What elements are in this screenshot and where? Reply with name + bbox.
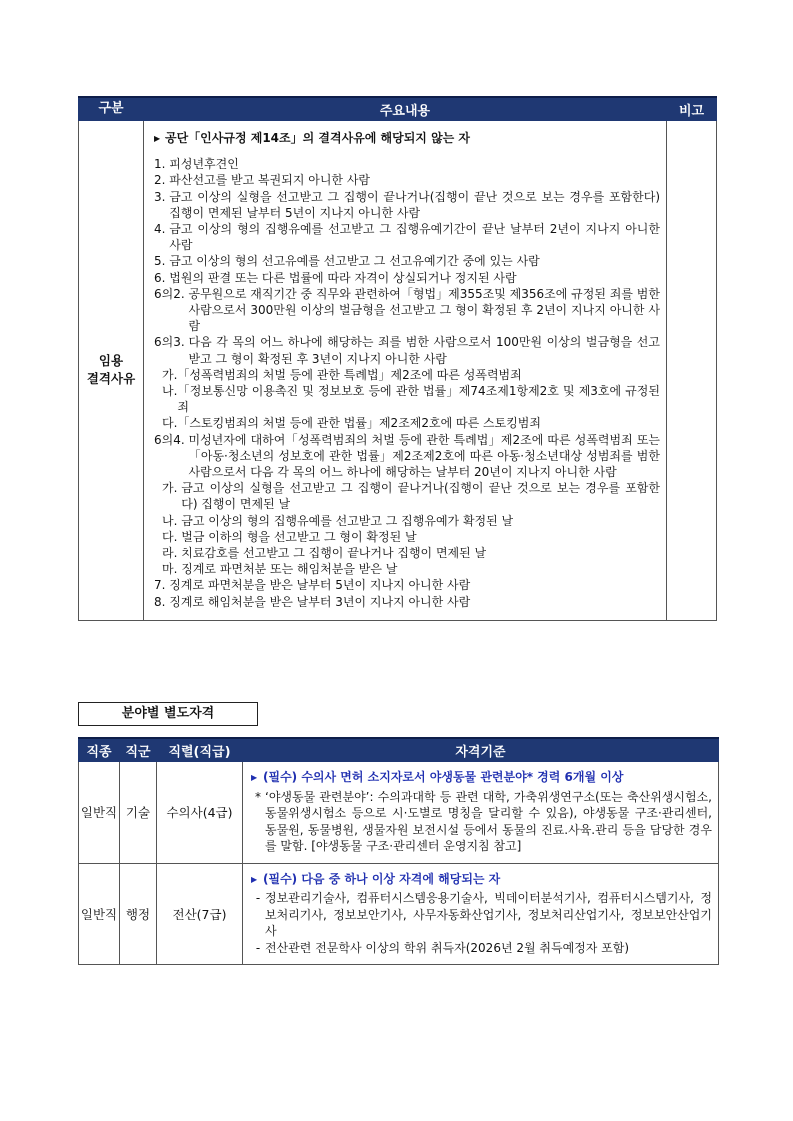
- item-number: 5.: [154, 254, 170, 269]
- category-line-2: 결격사유: [86, 371, 136, 387]
- cell-series: 수의사(4급): [157, 762, 243, 864]
- item-text: 금고 이상의 실형을 선고받고 그 집행이 끝나거나(집행이 끝난 것으로 보는 경우를 포함한다) 집행이 면제된 날: [181, 481, 660, 512]
- list-item: [154, 577, 660, 593]
- list-item: [154, 189, 660, 221]
- triangle-bullet-icon: ▶: [251, 874, 258, 884]
- item-text: 금고 이상의 실형을 선고받고 그 집행이 끝나거나(집행이 끝난 것으로 보는 경우를 포함한다) 집행이 면제된 날부터 5년이 지나지 아니한 사람: [169, 189, 660, 220]
- item-number: 6의2.: [154, 286, 189, 301]
- item-text: 공무원으로 재직기간 중 직무와 관련하여「형법」제355조및 제356조에 규정된 죄를 범한 사람으로서 300만원 이상의 벌금형을 선고받고 그 형이 확정된 후 2년이 지나지 아니한 사람: [188, 286, 660, 334]
- item-text: 「정보통신망 이용촉진 및 정보보호 등에 관한 법률」제74조제1항제2호 및 제3호에 규정된 죄: [177, 384, 660, 415]
- note-item: [251, 940, 712, 957]
- list-item: [154, 383, 660, 415]
- note-item: [251, 789, 712, 855]
- item-number: 라.: [162, 546, 182, 561]
- cell-group: 기술: [120, 762, 157, 864]
- item-number: 마.: [162, 562, 182, 577]
- list-item: [154, 172, 660, 188]
- cell-criteria: [243, 762, 719, 864]
- item-number: 3.: [154, 189, 170, 204]
- item-number: 6의3.: [154, 335, 189, 350]
- item-number: 가.: [162, 481, 182, 496]
- required-line: [251, 871, 712, 889]
- list-item: [154, 432, 660, 481]
- note-marker: -: [255, 891, 261, 905]
- item-number: 7.: [154, 578, 170, 593]
- item-text: 파산선고를 받고 복권되지 아니한 사람: [169, 173, 370, 188]
- table-row: [79, 863, 719, 965]
- item-text: 피성년후견인: [169, 157, 239, 172]
- list-item: [154, 367, 660, 383]
- list-item: [154, 286, 660, 335]
- cell-group: 행정: [120, 863, 157, 965]
- required-text: (필수) 다음 중 하나 이상 자격에 해당되는 자: [263, 871, 501, 886]
- list-item: [154, 334, 660, 366]
- item-number: 4.: [154, 222, 170, 237]
- required-line: [251, 769, 712, 787]
- list-item: [154, 561, 660, 577]
- item-text: 징계로 파면처분 또는 해임처분을 받은 날: [181, 562, 398, 577]
- item-number: 6의4.: [154, 432, 189, 447]
- note-text: ‘야생동물 관련분야’: 수의과대학 등 관련 대학, 가축위생연구소(또는 축산위생시험소, 동물위생시험소 등으로 시·도별로 명칭을 달리할 수 있음), 야생동물 구조·관리센터, 동물원, 동물병원, 생물자원 보전시설 등에서 동물의 진료.사육.관리 등을 담당한 경우를 말함. [야생동물 구조·관리센터 운영지침 참고]: [265, 789, 712, 853]
- qualification-table: [78, 737, 719, 965]
- note-marker: *: [255, 789, 261, 804]
- list-item: [154, 513, 660, 529]
- item-text: 금고 이상의 형의 집행유예를 선고받고 그 집행유예기간이 끝난 날부터 2년이 지나지 아니한 사람: [169, 222, 660, 253]
- list-item: [154, 270, 660, 286]
- required-text: (필수) 수의사 면허 소지자로서 야생동물 관련분야* 경력 6개월 이상: [263, 770, 624, 784]
- item-number: 다.: [162, 416, 178, 431]
- item-number: 6.: [154, 270, 170, 285]
- item-text: 징계로 해임처분을 받은 날부터 3년이 지나지 아니한 사람: [169, 594, 471, 609]
- list-item: [154, 415, 660, 431]
- list-item: [154, 156, 660, 172]
- item-text: 징계로 파면처분을 받은 날부터 5년이 지나지 아니한 사람: [169, 578, 471, 593]
- item-text: 미성년자에 대하여「성폭력범죄의 처벌 등에 관한 특례법」제2조에 따른 성폭력범죄 또는「아동·청소년의 성보호에 관한 법률」제2조제2호에 따른 아동·청소년대상 성범죄를 범한 사람으로서 다음 각 목의 어느 하나에 해당하는 날부터 20년이 지나지 아니한 사람: [188, 432, 660, 480]
- item-text: 금고 이상의 형의 선고유예를 선고받고 그 선고유예기간 중에 있는 사람: [169, 254, 540, 269]
- content-cell: [144, 121, 667, 621]
- item-number: 1.: [154, 157, 170, 172]
- header-content: 주요내용: [144, 97, 667, 121]
- item-text: 벌금 이하의 형을 선고받고 그 형이 확정된 날: [181, 529, 417, 544]
- header-job-series: 직렬(직급): [157, 738, 243, 762]
- item-text: 「성폭력범죄의 처벌 등에 관한 특례법」제2조에 따른 성폭력범죄: [177, 367, 522, 382]
- note-text: 전산관련 전문학사 이상의 학위 취득자(2026년 2월 취득예정자 포함): [265, 940, 630, 955]
- note-item: [251, 890, 712, 940]
- header-job-group: 직군: [120, 738, 157, 762]
- cell-series: 전산(7급): [157, 863, 243, 965]
- item-number: 8.: [154, 594, 170, 609]
- cell-criteria: [243, 863, 719, 965]
- item-text: 「스토킹범죄의 처벌 등에 관한 법률」제2조제2호에 따른 스토킹범죄: [177, 416, 541, 431]
- disqualification-table: [78, 96, 717, 621]
- note-text: 정보관리기술사, 컴퓨터시스템응용기술사, 빅데이터분석기사, 컴퓨터시스템기사, 정보처리기사, 정보보안기사, 사무자동화산업기사, 정보처리산업기사, 정보보안산업기사: [265, 891, 712, 938]
- item-number: 나.: [162, 384, 178, 399]
- header-category: 구분: [79, 97, 144, 121]
- list-item: [154, 529, 660, 545]
- note-marker: -: [255, 940, 261, 955]
- item-number: 가.: [162, 367, 178, 382]
- list-item: [154, 545, 660, 561]
- item-text: 금고 이상의 형의 집행유예를 선고받고 그 집행유예가 확정된 날: [181, 513, 514, 528]
- header-criteria: 자격기준: [243, 738, 719, 762]
- item-number: 2.: [154, 173, 170, 188]
- header-job-type: 직종: [79, 738, 120, 762]
- remarks-cell: [667, 121, 717, 621]
- item-number: 나.: [162, 513, 182, 528]
- triangle-bullet-icon: ▶: [154, 134, 161, 143]
- table-row: [79, 762, 719, 864]
- cell-type: 일반직: [79, 863, 120, 965]
- list-item: [154, 221, 660, 253]
- triangle-bullet-icon: ▶: [251, 773, 258, 782]
- list-item: [154, 594, 660, 610]
- list-item: [154, 480, 660, 512]
- lead-text: 공단「인사규정 제14조」의 결격사유에 해당되지 않는 자: [165, 131, 471, 145]
- lead-line: [154, 130, 660, 147]
- category-cell: [79, 121, 144, 621]
- category-line-1: 임용: [98, 353, 124, 369]
- item-text: 다음 각 목의 어느 하나에 해당하는 죄를 범한 사람으로서 100만원 이상의 벌금형을 선고받고 그 형이 확정된 후 3년이 지나지 아니한 사람: [188, 335, 660, 366]
- item-text: 법원의 판결 또는 다른 법률에 따라 자격이 상실되거나 정지된 사람: [169, 270, 517, 285]
- item-text: 치료감호를 선고받고 그 집행이 끝나거나 집행이 면제된 날: [181, 546, 487, 561]
- item-number: 다.: [162, 529, 182, 544]
- disqualification-list: [154, 156, 660, 610]
- cell-type: 일반직: [79, 762, 120, 864]
- section-title: 분야별 별도자격: [78, 702, 258, 726]
- header-remarks: 비고: [667, 97, 717, 121]
- list-item: [154, 253, 660, 269]
